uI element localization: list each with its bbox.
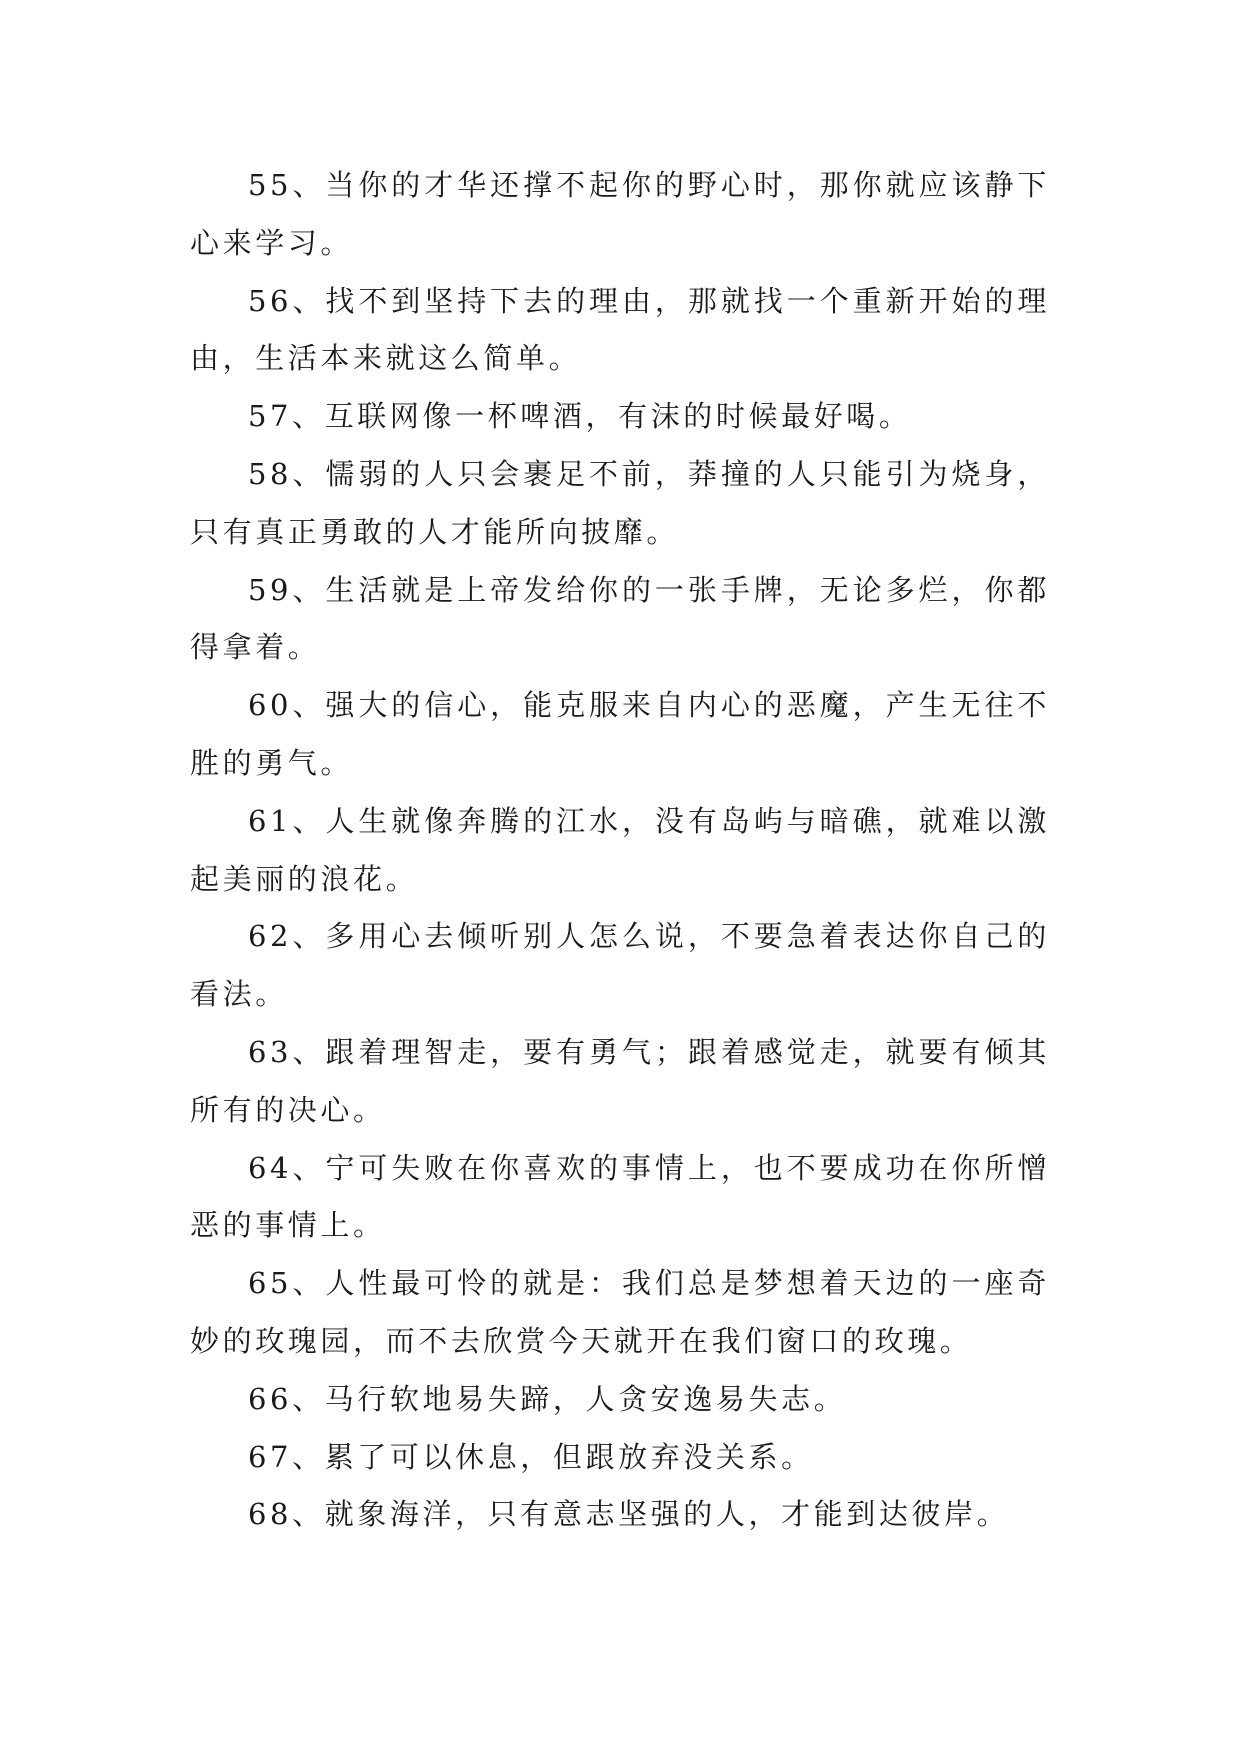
quote-paragraph: 61、人生就像奔腾的江水，没有岛屿与暗礁，就难以激起美丽的浪花。 [190,803,1050,896]
quote-paragraph: 60、强大的信心，能克服来自内心的恶魔，产生无往不胜的勇气。 [190,688,1050,780]
quote-paragraph: 63、跟着理智走，要有勇气；跟着感觉走，就要有倾其所有的决心。 [190,1034,1050,1127]
quote-paragraph: 57、互联网像一杯啤酒，有沫的时候最好喝。 [248,399,912,434]
quote-paragraph: 56、找不到坚持下去的理由，那就找一个重新开始的理由，生活本来就这么简单。 [190,283,1050,376]
quote-paragraph: 59、生活就是上帝发给你的一张手牌，无论多烂，你都得拿着。 [190,572,1050,665]
quote-paragraph: 66、马行软地易失蹄，人贪安逸易失志。 [248,1381,847,1416]
quote-paragraph: 55、当你的才华还撑不起你的野心时，那你就应该静下心来学习。 [190,168,1050,260]
quote-paragraph: 68、就象海洋，只有意志坚强的人，才能到达彼岸。 [248,1497,1010,1532]
document-body [190,157,1050,1544]
quote-paragraph: 65、人性最可怜的就是：我们总是梦想着天边的一座奇妙的玫瑰园，而不去欣赏今天就开在我们窗口的玫瑰。 [190,1266,1050,1358]
quote-paragraph: 67、累了可以休息，但跟放弃没关系。 [248,1439,814,1474]
quote-paragraph: 64、宁可失败在你喜欢的事情上，也不要成功在你所憎恶的事情上。 [190,1150,1050,1243]
quote-paragraph: 62、多用心去倾听别人怎么说，不要急着表达你自己的看法。 [190,919,1050,1012]
quote-paragraph: 58、懦弱的人只会裹足不前，莽撞的人只能引为烧身，只有真正勇敢的人才能所向披靡。 [190,456,1050,549]
